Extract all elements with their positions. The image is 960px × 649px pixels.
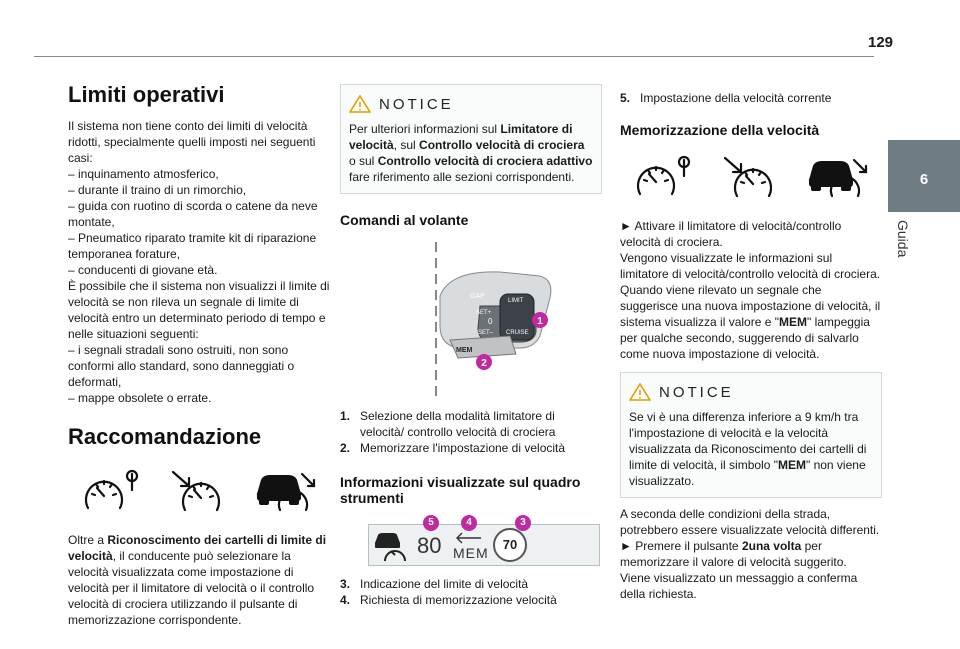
limits-situation: – mappe obsolete o errate.	[68, 391, 212, 405]
limits-possible: È possibile che il sistema non visualizzi il limite di velocità se non rileva un segnale di limite di velocità entro un determinato periodo di tempo e nelle situazioni seguenti:	[68, 279, 330, 341]
adaptive-cruise-icon	[254, 468, 318, 516]
dashboard-info-list-continued	[620, 90, 882, 106]
page-number: 129	[868, 34, 894, 51]
section-title-speed-memorization: Memorizzazione della velocità	[620, 122, 820, 138]
adaptive-cruise-icon	[373, 527, 409, 563]
svg-text:SET–: SET–	[478, 330, 494, 336]
notice-title: NOTICE	[379, 95, 454, 113]
list-item: 1. Selezione della modalità limitatore di velocità/ controllo velocità di crociera	[340, 409, 556, 439]
svg-text:SET+: SET+	[476, 310, 492, 316]
chapter-label	[893, 218, 917, 278]
svg-text:GAP: GAP	[470, 293, 485, 300]
limits-case: – durante il traino di un rimorchio,	[68, 183, 247, 197]
svg-text:1: 1	[537, 316, 543, 327]
speed-limiter-icon	[80, 468, 144, 516]
instrument-panel-display	[368, 517, 600, 566]
speed-limiter-icon	[632, 154, 696, 202]
list-item: 2. Memorizzare l'impostazione di velocità	[340, 441, 566, 455]
steering-stalk-figure	[340, 236, 602, 400]
notice-text: Per ulteriori informazioni sul Limitatore di velocità, sul Controllo velocità di crociera o sul Controllo velocità di crociera adattivo fare riferimento alle sezioni corrispondenti.	[349, 122, 593, 184]
list-item: 3. Indicazione del limite di velocità	[340, 577, 529, 591]
callout-badge: 5	[423, 515, 439, 531]
notice-box	[340, 84, 602, 194]
section-title-dashboard-info: Informazioni visualizzate sul quadro strumenti	[340, 474, 581, 506]
limits-case: – Pneumatico riparato tramite kit di riparazione temporanea forature,	[68, 231, 317, 261]
section-title-wheel-controls: Comandi al volante	[340, 212, 469, 228]
chapter-label-text: Guida	[895, 220, 911, 258]
svg-text:CRUISE: CRUISE	[506, 330, 529, 336]
dashboard-info-list	[340, 576, 602, 608]
warning-icon	[629, 383, 651, 401]
section-title-recommendation: Raccomandazione	[68, 424, 262, 449]
memorization-icons	[620, 146, 882, 210]
arrow-left-icon	[453, 531, 483, 545]
recommendation-icons	[68, 460, 330, 524]
list-item: 4. Richiesta di memorizzazione velocità	[340, 593, 557, 607]
adaptive-cruise-icon	[806, 154, 870, 202]
speed-limit-sign: 70	[493, 528, 527, 562]
svg-text:MEM: MEM	[456, 347, 473, 354]
notice-text: Se vi è una differenza inferiore a 9 km/h tra l'impostazione di velocità e la velocità visualizzata da Riconoscimento dei cartelli di limite di velocità, il simbolo "MEM" non viene visualizzato.	[629, 410, 867, 488]
svg-text:LIMIT: LIMIT	[508, 298, 524, 304]
svg-text:2: 2	[481, 358, 487, 369]
svg-text:0: 0	[488, 317, 493, 326]
limits-intro: Il sistema non tiene conto dei limiti di velocità ridotti, specialmente quelli imposti nei seguenti casi:	[68, 119, 316, 165]
mem-indicator: MEM	[453, 545, 489, 561]
road-conditions-text: A seconda delle condizioni della strada, potrebbero essere visualizzate velocità differenti.	[620, 507, 880, 537]
chapter-tab: 6	[888, 140, 960, 212]
steering-stalk-illustration	[340, 236, 602, 400]
warning-icon	[349, 95, 371, 113]
column-right	[620, 70, 882, 602]
limits-case: – inquinamento atmosferico,	[68, 167, 219, 181]
callout-badge: 3	[515, 515, 531, 531]
memorization-step-2: ► Premere il pulsante 2una volta per memorizzare il valore di velocità suggerito.	[620, 539, 847, 569]
cruise-control-icon	[719, 154, 783, 202]
confirmation-text: Viene visualizzato un messaggio a conferma della richiesta.	[620, 571, 858, 601]
limits-case: – conducenti di giovane età.	[68, 263, 218, 277]
limits-case: – guida con ruotino di scorda o catene da neve montate,	[68, 199, 318, 229]
limits-situation: – i segnali stradali sono ostruiti, non sono conformi allo standard, sono danneggiati o deformati,	[68, 343, 295, 389]
section-title-limits: Limiti operativi	[68, 82, 225, 107]
column-left	[68, 70, 330, 628]
notice-title: NOTICE	[659, 383, 734, 401]
callout-badge: 4	[461, 515, 477, 531]
memorization-step-1: ► Attivare il limitatore di velocità/controllo velocità di crociera.	[620, 219, 842, 249]
column-middle	[340, 70, 602, 608]
memorization-description: Vengono visualizzate le informazioni sul limitatore di velocità/controllo velocità di crociera. Quando viene rilevato un segnale che suggerisce una nuova impostazione di velocità, il sistema visualizza il valore e "MEM" lampeggia per qualche secondo, suggerendo di salvarlo come nuova impostazione di velocità.	[620, 251, 881, 361]
wheel-controls-list	[340, 408, 602, 456]
header-rule	[34, 56, 874, 57]
notice-box	[620, 372, 882, 498]
recommendation-text: Oltre a Riconoscimento dei cartelli di limite di velocità, il conducente può selezionare la velocità visualizzata come impostazione di velocità per il limitatore di velocità o il controllo velocità di crociera utilizzando il pulsante di memorizzazione corrispondente.	[68, 533, 327, 627]
current-speed: 80	[417, 533, 442, 558]
cruise-control-icon	[167, 468, 231, 516]
list-item: 5. Impostazione della velocità corrente	[620, 91, 832, 105]
